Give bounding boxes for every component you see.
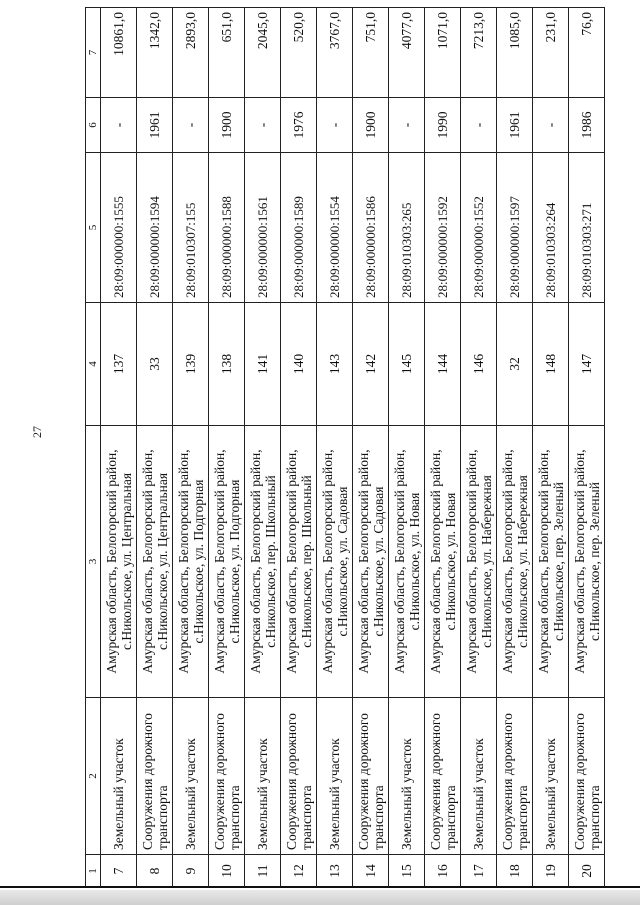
register-number-cell: 138 xyxy=(209,303,245,426)
row-number-cell: 19 xyxy=(533,855,569,888)
address-cell: Амурская область, Белогорский район, с.Никольское, ул. Подгорная xyxy=(173,426,209,698)
rotated-table-container xyxy=(85,8,605,888)
table-row xyxy=(101,8,137,888)
table-row xyxy=(425,8,461,888)
object-name-cell: Земельный участок xyxy=(461,698,497,855)
cadastral-number-cell: 28:09:000000:1586 xyxy=(353,153,389,303)
cadastral-number-cell: 28:09:000000:1592 xyxy=(425,153,461,303)
cadastral-number-cell: 28:09:010303:264 xyxy=(533,153,569,303)
address-cell: Амурская область, Белогорский район, с.Никольское, ул. Новая xyxy=(425,426,461,698)
table-row xyxy=(533,8,569,888)
register-number-cell: 142 xyxy=(353,303,389,426)
object-name-cell: Сооружения дорожного транспорта xyxy=(425,698,461,855)
year-cell: - xyxy=(533,98,569,153)
cadastral-number-cell: 28:09:000000:1594 xyxy=(137,153,173,303)
register-number-cell: 148 xyxy=(533,303,569,426)
table-row xyxy=(461,8,497,888)
object-name-cell: Сооружения дорожного транспорта xyxy=(137,698,173,855)
row-number-cell: 12 xyxy=(281,855,317,888)
row-number-cell: 9 xyxy=(173,855,209,888)
column-number-header: 2 xyxy=(86,698,101,855)
year-cell: - xyxy=(461,98,497,153)
address-cell: Амурская область, Белогорский район, с.Никольское, ул. Садовая xyxy=(317,426,353,698)
register-number-cell: 144 xyxy=(425,303,461,426)
register-number-cell: 139 xyxy=(173,303,209,426)
register-number-cell: 145 xyxy=(389,303,425,426)
area-cell: 7213,0 xyxy=(461,8,497,98)
register-number-cell: 137 xyxy=(101,303,137,426)
object-name-cell: Земельный участок xyxy=(317,698,353,855)
row-number-cell: 18 xyxy=(497,855,533,888)
column-number-header: 3 xyxy=(86,426,101,698)
table-row xyxy=(245,8,281,888)
row-number-cell: 8 xyxy=(137,855,173,888)
address-cell: Амурская область, Белогорский район, с.Никольское, ул. Садовая xyxy=(353,426,389,698)
scan-edge-shadow xyxy=(0,890,640,905)
table-row xyxy=(389,8,425,888)
area-cell: 10861,0 xyxy=(101,8,137,98)
year-cell: 1990 xyxy=(425,98,461,153)
address-cell: Амурская область, Белогорский район, с.Никольское, пер. Зеленый xyxy=(533,426,569,698)
cadastral-number-cell: 28:09:010303:271 xyxy=(569,153,605,303)
cadastral-number-cell: 28:09:000000:1588 xyxy=(209,153,245,303)
table-row xyxy=(569,8,605,888)
year-cell: - xyxy=(317,98,353,153)
address-cell: Амурская область, Белогорский район, с.Никольское, ул. Подгорная xyxy=(209,426,245,698)
cadastral-number-cell: 28:09:010307:155 xyxy=(173,153,209,303)
row-number-cell: 17 xyxy=(461,855,497,888)
object-name-cell: Земельный участок xyxy=(101,698,137,855)
column-number-header: 7 xyxy=(86,8,101,98)
area-cell: 520,0 xyxy=(281,8,317,98)
year-cell: 1961 xyxy=(137,98,173,153)
area-cell: 3767,0 xyxy=(317,8,353,98)
address-cell: Амурская область, Белогорский район, с.Никольское, ул. Новая xyxy=(389,426,425,698)
register-number-cell: 140 xyxy=(281,303,317,426)
address-cell: Амурская область, Белогорский район, с.Никольское, ул. Набережная xyxy=(461,426,497,698)
row-number-cell: 15 xyxy=(389,855,425,888)
row-number-cell: 10 xyxy=(209,855,245,888)
row-number-cell: 14 xyxy=(353,855,389,888)
table-row xyxy=(137,8,173,888)
column-number-header: 4 xyxy=(86,303,101,426)
area-cell: 76,0 xyxy=(569,8,605,98)
address-cell: Амурская область, Белогорский район, с.Никольское, ул. Центральная xyxy=(101,426,137,698)
area-cell: 751,0 xyxy=(353,8,389,98)
page-number: 27 xyxy=(30,426,44,438)
year-cell: 1900 xyxy=(209,98,245,153)
area-cell: 651,0 xyxy=(209,8,245,98)
table-row xyxy=(209,8,245,888)
year-cell: 1900 xyxy=(353,98,389,153)
address-cell: Амурская область, Белогорский район, с.Никольское, ул. Центральная xyxy=(137,426,173,698)
row-number-cell: 16 xyxy=(425,855,461,888)
year-cell: - xyxy=(245,98,281,153)
object-name-cell: Земельный участок xyxy=(173,698,209,855)
object-name-cell: Земельный участок xyxy=(533,698,569,855)
cadastral-number-cell: 28:09:000000:1589 xyxy=(281,153,317,303)
register-number-cell: 143 xyxy=(317,303,353,426)
register-number-cell: 147 xyxy=(569,303,605,426)
address-cell: Амурская область, Белогорский район, с.Никольское, пер. Зеленый xyxy=(569,426,605,698)
column-number-header-row xyxy=(86,8,101,888)
object-name-cell: Сооружения дорожного транспорта xyxy=(281,698,317,855)
cadastral-number-cell: 28:09:000000:1597 xyxy=(497,153,533,303)
area-cell: 2045,0 xyxy=(245,8,281,98)
object-name-cell: Земельный участок xyxy=(389,698,425,855)
column-number-header: 6 xyxy=(86,98,101,153)
address-cell: Амурская область, Белогорский район, с.Никольское, пер. Школьный xyxy=(245,426,281,698)
year-cell: 1976 xyxy=(281,98,317,153)
register-number-cell: 33 xyxy=(137,303,173,426)
object-name-cell: Земельный участок xyxy=(245,698,281,855)
table-row xyxy=(173,8,209,888)
register-number-cell: 141 xyxy=(245,303,281,426)
row-number-cell: 11 xyxy=(245,855,281,888)
area-cell: 1085,0 xyxy=(497,8,533,98)
register-number-cell: 32 xyxy=(497,303,533,426)
cadastral-number-cell: 28:09:000000:1555 xyxy=(101,153,137,303)
year-cell: 1961 xyxy=(497,98,533,153)
register-number-cell: 146 xyxy=(461,303,497,426)
year-cell: 1986 xyxy=(569,98,605,153)
object-name-cell: Сооружения дорожного транспорта xyxy=(209,698,245,855)
table-row xyxy=(497,8,533,888)
address-cell: Амурская область, Белогорский район, с.Никольское, ул. Набережная xyxy=(497,426,533,698)
year-cell: - xyxy=(389,98,425,153)
cadastral-number-cell: 28:09:000000:1554 xyxy=(317,153,353,303)
scan-border-line xyxy=(0,886,640,888)
column-number-header: 5 xyxy=(86,153,101,303)
area-cell: 231,0 xyxy=(533,8,569,98)
cadastral-number-cell: 28:09:000000:1552 xyxy=(461,153,497,303)
area-cell: 1071,0 xyxy=(425,8,461,98)
table-row xyxy=(281,8,317,888)
object-name-cell: Сооружения дорожного транспорта xyxy=(569,698,605,855)
row-number-cell: 7 xyxy=(101,855,137,888)
property-register-table xyxy=(85,7,605,888)
year-cell: - xyxy=(101,98,137,153)
table-row xyxy=(317,8,353,888)
row-number-cell: 13 xyxy=(317,855,353,888)
column-number-header: 1 xyxy=(86,855,101,888)
year-cell: - xyxy=(173,98,209,153)
object-name-cell: Сооружения дорожного транспорта xyxy=(497,698,533,855)
cadastral-number-cell: 28:09:010303:265 xyxy=(389,153,425,303)
cadastral-number-cell: 28:09:000000:1561 xyxy=(245,153,281,303)
area-cell: 4077,0 xyxy=(389,8,425,98)
address-cell: Амурская область, Белогорский район, с.Никольское, пер. Школьный xyxy=(281,426,317,698)
area-cell: 2893,0 xyxy=(173,8,209,98)
object-name-cell: Сооружения дорожного транспорта xyxy=(353,698,389,855)
table-row xyxy=(353,8,389,888)
area-cell: 1342,0 xyxy=(137,8,173,98)
row-number-cell: 20 xyxy=(569,855,605,888)
